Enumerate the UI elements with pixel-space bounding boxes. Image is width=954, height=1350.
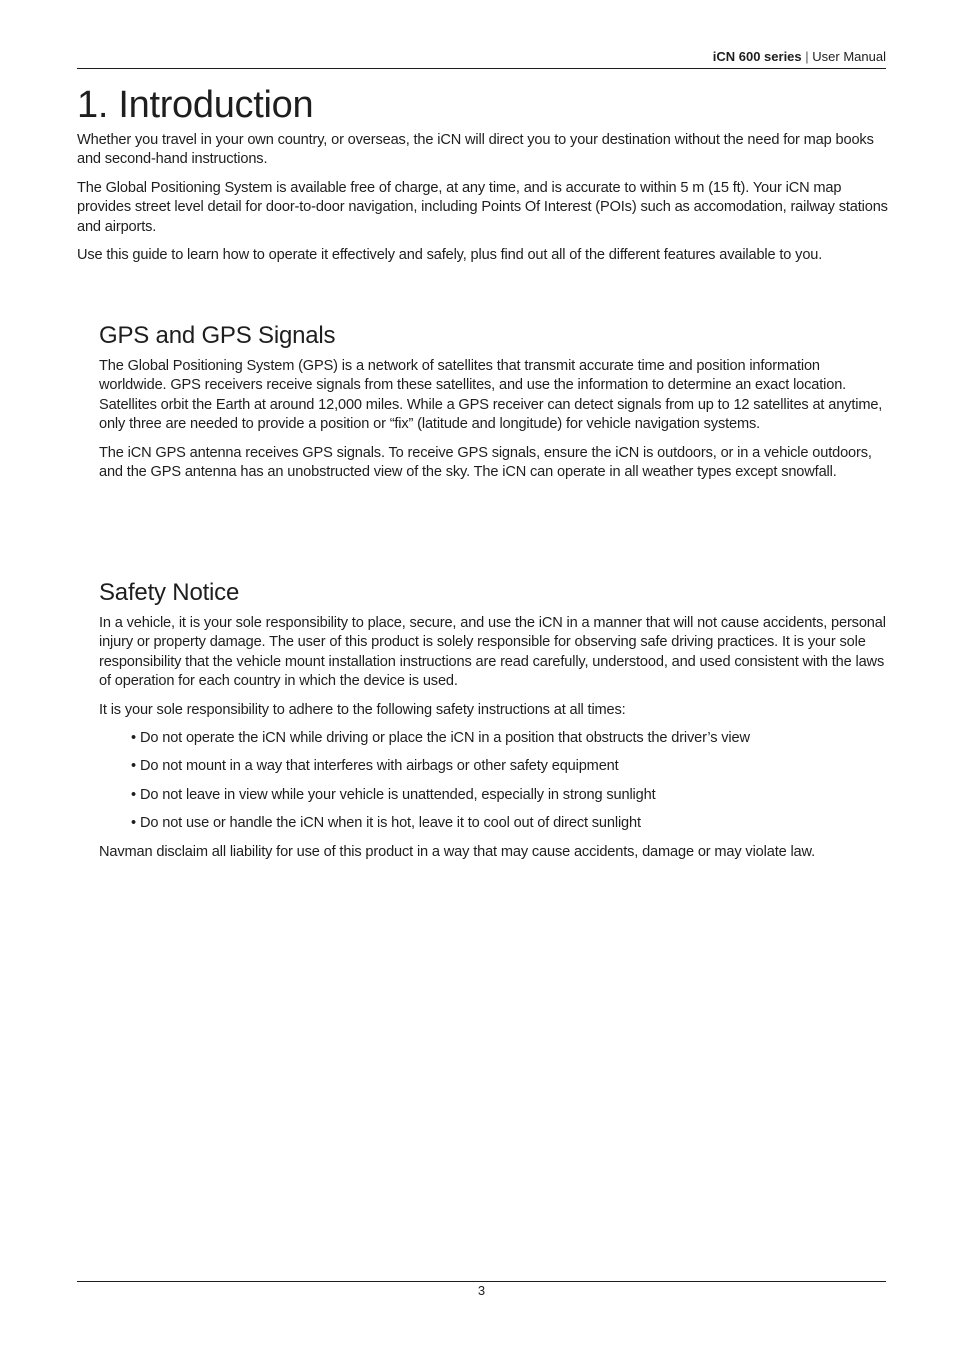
page-number: 3 [477, 1283, 486, 1298]
running-header [77, 49, 886, 65]
gps-section-heading: GPS and GPS Signals [99, 322, 336, 349]
list-item [131, 729, 889, 748]
list-item-text: Do not use or handle the iCN when it is hot, leave it to cool out of direct sunlight [139, 815, 641, 832]
list-item [131, 786, 889, 805]
intro-text [77, 131, 889, 274]
safety-section [99, 578, 889, 871]
safety-paragraph: It is your sole responsibility to adhere to the following safety instructions at all times: [99, 701, 626, 718]
bullet-icon: • [131, 786, 136, 803]
footer-divider [77, 1281, 886, 1282]
bullet-icon: • [131, 758, 136, 775]
safety-instructions-list [99, 729, 889, 834]
list-item-text: Do not leave in view while your vehicle is unattended, especially in strong sunlight [139, 786, 656, 803]
intro-paragraph: Use this guide to learn how to operate it effectively and safely, plus find out all of the different features available to you. [77, 247, 823, 264]
safety-paragraph: In a vehicle, it is your sole responsibility to place, secure, and use the iCN in a manner that will not cause accidents, personal injury or property damage. The user of this product is solely responsible for observing safe driving practices. It is your sole responsibility that the vehicle mount installation instructions are read carefully, understood, and used consistent with the laws of operation for each country in which the device is used. [99, 615, 886, 690]
header-manual: User Manual [812, 49, 886, 64]
header-divider [77, 68, 886, 69]
gps-section [99, 321, 889, 491]
gps-paragraph: The iCN GPS antenna receives GPS signals. To receive GPS signals, ensure the iCN is outdoors, or in a vehicle outdoors, and the GPS antenna has an unobstructed view of the sky. The iCN can operate in all weather types except snowfall. [99, 444, 872, 481]
bullet-icon: • [131, 730, 136, 747]
liability-disclaimer: Navman disclaim all liability for use of this product in a way that may cause accidents, damage or may violate law. [99, 843, 816, 860]
chapter-title: 1. Introduction [77, 84, 314, 126]
header-series: iCN 600 series [712, 49, 802, 64]
list-item-text: Do not operate the iCN while driving or place the iCN in a position that obstructs the driver’s view [139, 730, 750, 747]
list-item-text: Do not mount in a way that interferes with airbags or other safety equipment [139, 758, 619, 775]
gps-paragraph: The Global Positioning System (GPS) is a network of satellites that transmit accurate time and position information worldwide. GPS receivers receive signals from these satellites, and use the information to determine an exact location. Satellites orbit the Earth at around 12,000 miles. While a GPS receiver can detect signals from up to 12 satellites at anytime, only three are needed to provide a position or “fix” (latitude and longitude) for vehicle navigation systems. [99, 358, 883, 433]
safety-section-heading: Safety Notice [99, 579, 240, 606]
intro-paragraph: The Global Positioning System is available free of charge, at any time, and is accurate to within 5 m (15 ft). Your iCN map provides street level detail for door-to-door navigation, including Points Of Interest (POIs) such as accomodation, railway stations and airports. [77, 179, 888, 235]
intro-paragraph: Whether you travel in your own country, or overseas, the iCN will direct you to your destination without the need for map books and second-hand instructions. [77, 132, 874, 168]
bullet-icon: • [131, 815, 136, 832]
list-item [131, 814, 889, 833]
list-item [131, 757, 889, 776]
header-separator: | [805, 49, 809, 64]
